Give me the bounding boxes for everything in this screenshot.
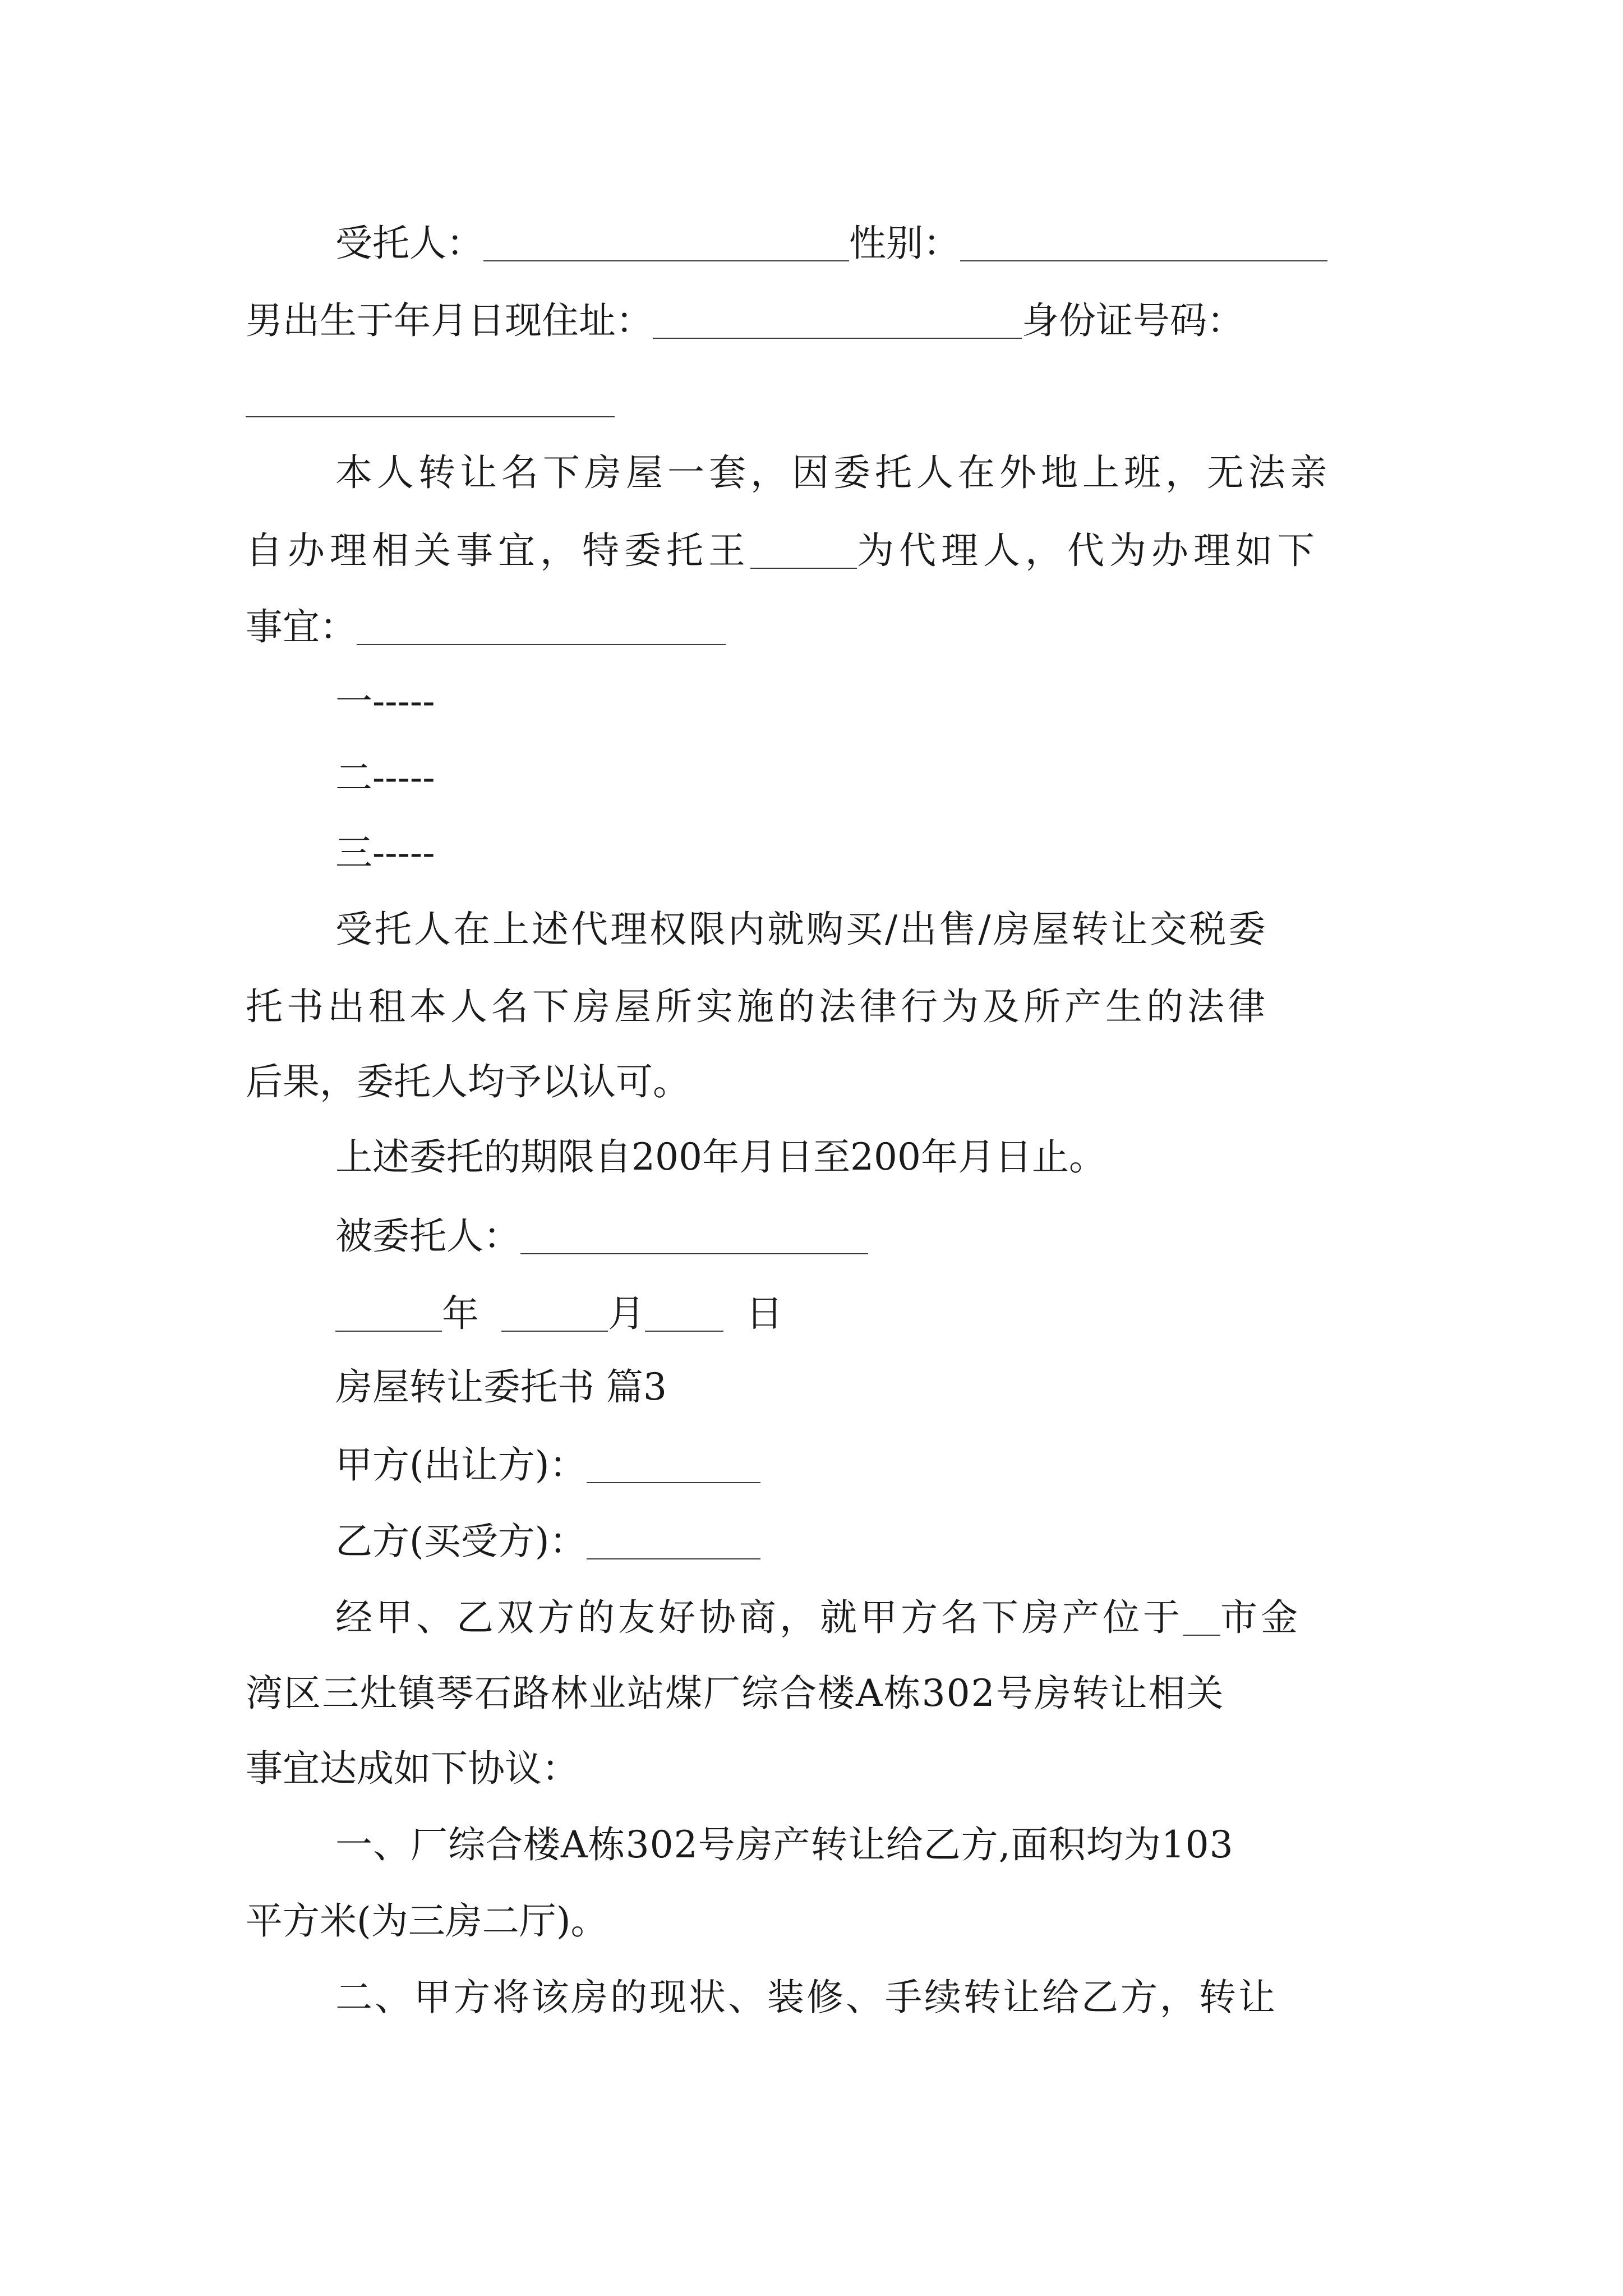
trustee-blank: [483, 223, 849, 261]
delegate-signature-blank: [520, 1216, 868, 1254]
city-blank: [1183, 1598, 1220, 1636]
date-line: 年 月 日: [335, 1294, 783, 1332]
agreement-line-3: 事宜达成如下协议：: [246, 1747, 579, 1790]
clause-1-line-1: 一、厂综合楼A栋302号房产转让给乙方,面积均为103: [335, 1823, 1234, 1866]
agreement-line-2: 湾区三灶镇琴石路林业站煤厂综合楼A栋302号房转让相关: [246, 1672, 1225, 1715]
birth-address-line: [246, 299, 1244, 343]
acceptance-line-1: 受托人在上述代理权限内就购买/出售/房屋转让交税委: [335, 908, 1268, 951]
gender-blank: [960, 223, 1327, 261]
agreement-line-1: 经甲、乙双方的友好协商，就甲方名下房产位于 市金: [335, 1596, 1301, 1640]
month-blank: [501, 1294, 608, 1332]
year-blank: [335, 1294, 442, 1332]
period-line: 上述委托的期限自200年月日至200年月日止。: [335, 1135, 1106, 1179]
birth-address-label: 男出生于年月日现住址：: [246, 299, 653, 343]
day-blank: [645, 1294, 723, 1332]
party-a-line: 甲方(出让方)：: [335, 1445, 760, 1484]
acceptance-line-3: 后果，委托人均予以认可。: [246, 1060, 690, 1103]
matters-blank: [357, 607, 726, 645]
authorization-line-1: 本人转让名下房屋一套，因委托人在外地上班，无法亲: [335, 451, 1331, 494]
party-a-blank: [587, 1445, 760, 1483]
address-blank: [653, 301, 1022, 339]
id-number-blank: [246, 379, 615, 417]
agent-name-blank: [750, 531, 857, 569]
list-item: 二-----: [335, 756, 435, 799]
acceptance-line-2: 托书出租本人名下房屋所实施的法律行为及所产生的法律: [246, 985, 1269, 1028]
id-blank-line: [246, 379, 615, 418]
gender-label: 性别：: [849, 222, 960, 265]
clause-2-line-1: 二、甲方将该房的现状、装修、手续转让给乙方，转让: [335, 1976, 1278, 2019]
authorization-line-2: 自办理相关事宜，特委托王 为代理人，代为办理如下: [246, 529, 1320, 573]
trustee-label: 受托人：: [335, 222, 483, 265]
party-b-blank: [587, 1521, 760, 1559]
delegate-signature-line: 被委托人：: [335, 1216, 868, 1255]
clause-1-line-2: 平方米(为三房二厅)。: [246, 1899, 608, 1943]
list-item: 三-----: [335, 831, 435, 875]
section-title: 房屋转让委托书 篇3: [335, 1365, 667, 1409]
authorization-line-3: 事宜：: [246, 607, 726, 646]
trustee-line: [335, 222, 1327, 265]
list-item: 一-----: [335, 680, 435, 723]
party-b-line: 乙方(买受方)：: [335, 1521, 760, 1560]
id-label: 身份证号码：: [1022, 299, 1244, 343]
